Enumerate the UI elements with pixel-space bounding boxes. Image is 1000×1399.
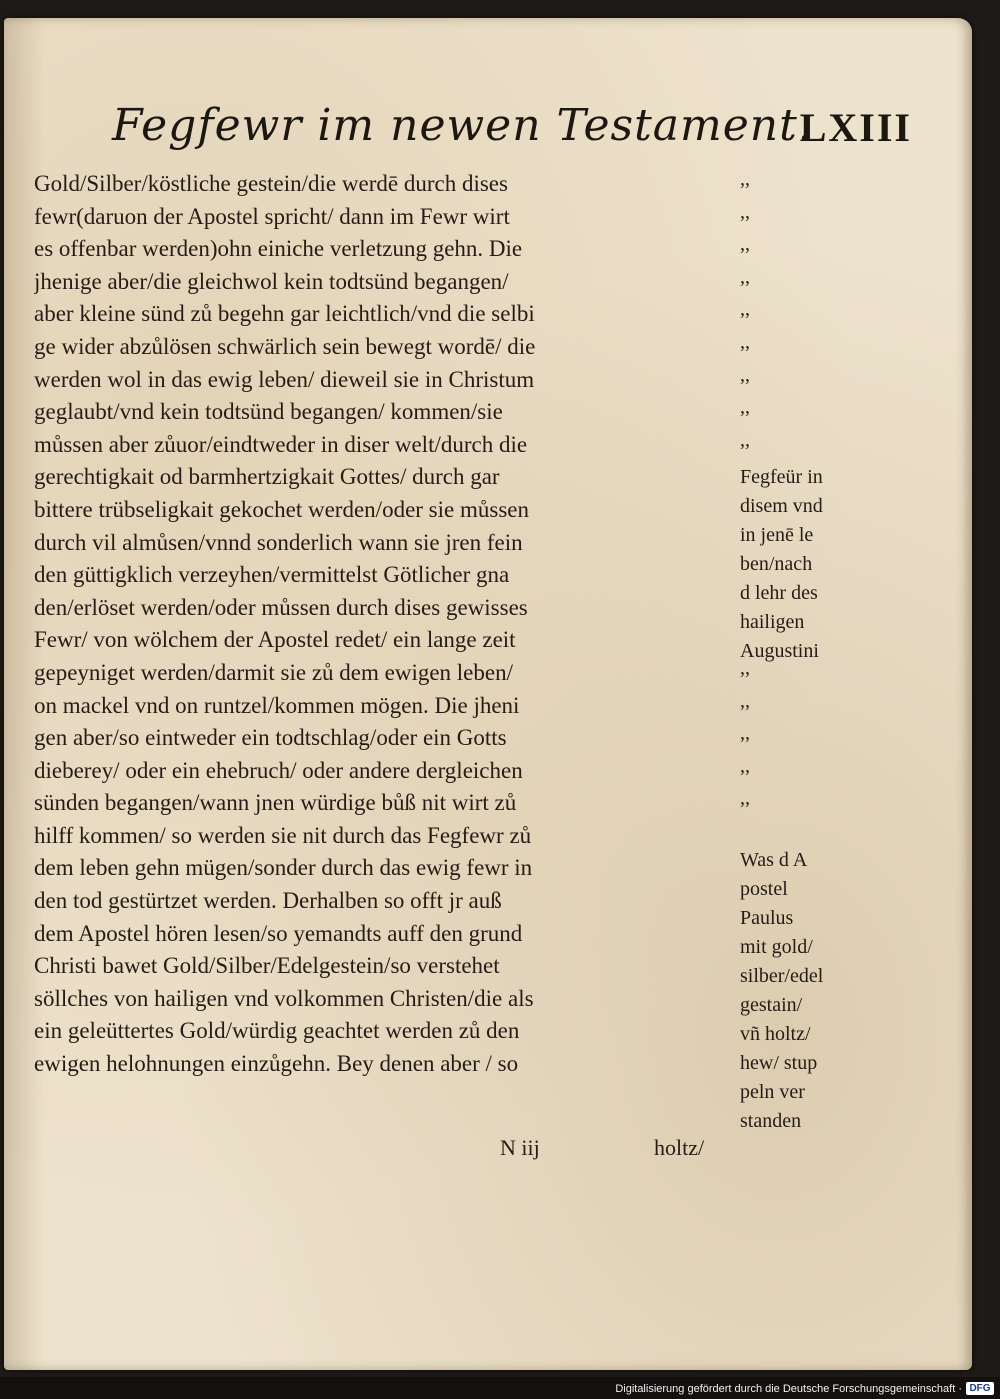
- text-line: hilff kommen/ so werden sie nit durch das Fegfewr zů: [34, 822, 532, 848]
- digitization-credit: Digitalisierung gefördert durch die Deutsche Forschungsgemeinschaft ·: [615, 1383, 962, 1395]
- text-line: durch vil almůsen/vnnd sonderlich wann sie jren fein: [34, 529, 523, 555]
- margin-note-line: vñ holtz/: [740, 1023, 811, 1045]
- quotation-mark: ,,: [740, 428, 750, 451]
- page-header: [112, 100, 912, 170]
- dfg-logo: DFG: [966, 1382, 994, 1395]
- margin-note-paul: [740, 846, 890, 1136]
- text-line: aber kleine sünd zů begehn gar leichtlich/vnd die selbi: [34, 301, 535, 327]
- quotation-mark: ,,: [740, 331, 750, 353]
- text-line: můssen aber zůuor/eindtweder in diser welt/durch die: [34, 431, 528, 457]
- text-line: dem Apostel hören lesen/so yemandts auff den grund: [34, 920, 523, 946]
- text-line: Christi bawet Gold/Silber/Edelgestein/so verstehet: [34, 953, 500, 979]
- quotation-mark: ,,: [740, 168, 750, 190]
- text-line: gen aber/so eintweder ein todtschlag/oder ein Gotts: [34, 725, 507, 751]
- text-line: dieberey/ oder ein ehebruch/ oder andere dergleichen: [34, 757, 523, 783]
- text-line: es offenbar werden)ohn einiche verletzung gehn. Die: [34, 236, 523, 262]
- text-line: ge wider abzůlösen schwärlich sein bewegt wordē/ die: [34, 333, 536, 359]
- margin-note-line: silber/edel: [740, 965, 824, 987]
- text-line: fewr(daruon der Apostel spricht/ dann im Fewr wirt: [34, 203, 510, 229]
- text-line: ewigen helohnungen einzůgehn. Bey denen aber / so: [34, 1051, 519, 1077]
- main-text-block: [34, 168, 734, 1081]
- text-line: sünden begangen/wann jnen würdige bůß nit wirt zů: [34, 790, 517, 816]
- text-line: Fewr/ von wölchem der Apostel redet/ ein lange zeit: [34, 627, 516, 653]
- margin-note-line: in jenē le: [740, 524, 814, 546]
- footer-bar: [0, 1377, 1000, 1399]
- margin-note-line: Was d A: [740, 849, 808, 871]
- quotation-mark: ,,: [740, 787, 750, 810]
- margin-note-line: peln ver: [740, 1081, 805, 1103]
- quotation-mark: ,,: [740, 363, 750, 386]
- text-line: jhenige aber/die gleichwol kein todtsünd begangen/: [34, 268, 509, 294]
- signature-mark: N iij: [500, 1135, 540, 1160]
- quotation-mark: ,,: [740, 298, 750, 321]
- margin-note-line: disem vnd: [740, 495, 823, 517]
- margin-note-line: mit gold/: [740, 936, 813, 958]
- text-line: werden wol in das ewig leben/ dieweil sie in Christum: [34, 366, 535, 392]
- margin-note-line: Paulus: [740, 907, 794, 929]
- quotation-mark: ,,: [740, 657, 750, 679]
- text-line: bittere trübseligkait gekochet werden/oder sie můssen: [34, 496, 529, 522]
- text-line: on mackel vnd on runtzel/kommen mögen. Die jheni: [34, 692, 520, 718]
- margin-note-line: gestain/: [740, 994, 803, 1016]
- quotation-mark: ,,: [740, 754, 750, 777]
- margin-note-line: Augustini: [740, 640, 819, 662]
- text-line: gepeyniget werden/darmit sie zů dem ewigen leben/: [34, 659, 513, 685]
- quotation-mark: ,,: [740, 722, 750, 745]
- running-title: Fegfewr im newen Testament.: [112, 100, 813, 151]
- text-line: dem leben gehn mügen/sonder durch das ewig fewr in: [34, 855, 533, 881]
- text-line: söllches von hailigen vnd volkommen Christen/die als: [34, 985, 534, 1011]
- text-line: den tod gestürtzet werden. Derhalben so offt jr auß: [34, 888, 502, 914]
- quotation-mark: ,,: [740, 396, 750, 419]
- quotation-mark: ,,: [740, 689, 750, 712]
- margin-note-line: postel: [740, 878, 788, 900]
- margin-note-line: d lehr des: [740, 582, 818, 604]
- margin-note-line: Fegfeür in: [740, 466, 823, 488]
- text-line: gerechtigkait od barmhertzigkait Gottes/ durch gar: [34, 464, 500, 490]
- margin-note-line: hew/ stup: [740, 1052, 818, 1074]
- quotation-mark: ,,: [740, 265, 750, 288]
- margin-note-line: hailigen: [740, 611, 805, 633]
- folio-number: LXIII: [799, 105, 912, 150]
- text-line: den/erlöset werden/oder můssen durch dises gewisses: [34, 594, 528, 620]
- margin-note-line: ben/nach: [740, 553, 813, 575]
- margin-note-purgatory: [740, 463, 890, 666]
- margin-note-line: standen: [740, 1110, 802, 1132]
- text-line: den güttigklich verzeyhen/vermittelst Götlicher gna: [34, 562, 510, 588]
- quotation-mark: ,,: [740, 233, 750, 256]
- quotation-mark: ,,: [740, 200, 750, 223]
- text-line: geglaubt/vnd kein todtsünd begangen/ kommen/sie: [34, 399, 503, 425]
- text-line: Gold/Silber/köstliche gestein/die werdē durch dises: [34, 171, 508, 196]
- catchword: holtz/: [654, 1135, 705, 1160]
- text-line: ein geleüttertes Gold/würdig geachtet werden zů den: [34, 1018, 520, 1044]
